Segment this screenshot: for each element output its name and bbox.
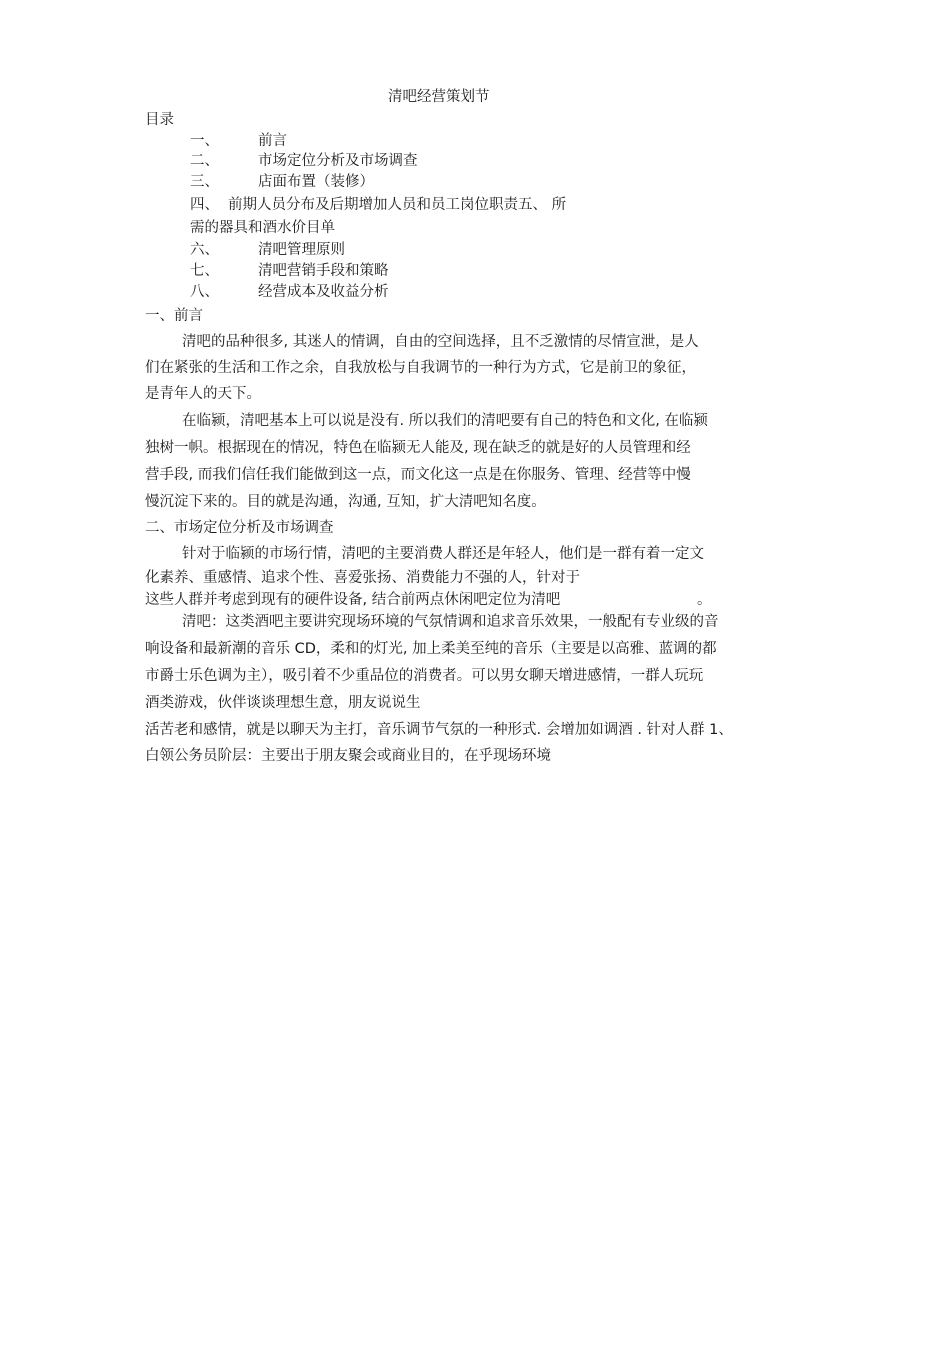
paragraph-line: 是青年人的天下。 [145,386,261,402]
toc-heading: 目录 [145,112,174,128]
paragraph-line: 在临颍，清吧基本上可以说是没有. 所以我们的清吧要有自己的特色和文化, 在临颍 [182,413,708,429]
paragraph-line: 白领公务员阶层：主要出于朋友聚会或商业目的，在乎现场环境 [145,748,551,764]
section-heading: 一、前言 [145,308,203,324]
toc-item-text: 前期人员分布及后期增加人员和员工岗位职责五、 所 [228,197,567,213]
toc-item-text: 需的器具和酒水价目单 [190,220,335,236]
paragraph-line: 营手段, 而我们信任我们能做到这一点，而文化这一点是在你服务、管理、经营等中慢 [145,467,691,483]
paragraph-line: 活苦老和感情，就是以聊天为主打，音乐调节气氛的一种形式. 会增加如调酒 . 针对人群 1、 [145,722,733,738]
paragraph-line: 。 [697,592,712,608]
document-title: 清吧经营策划节 [388,89,490,105]
section-heading: 二、市场定位分析及市场调查 [145,520,334,536]
paragraph-line: 市爵士乐色调为主），吸引着不少重品位的消费者。可以男女聊天增进感情，一群人玩玩 [145,668,704,684]
paragraph-line: 化素养、重感情、追求个性、喜爱张扬、消费能力不强的人，针对于 [145,570,580,586]
paragraph-line: 们在紧张的生活和工作之余，自我放松与自我调节的一种行为方式，它是前卫的象征， [145,360,696,376]
paragraph-line: 针对于临颍的市场行情，清吧的主要消费人群还是年轻人，他们是一群有着一定文 [182,546,704,562]
paragraph-line: 响设备和最新潮的音乐 CD，柔和的灯光, 加上柔美至纯的音乐（主要是以高雅、蓝调的都 [145,641,717,657]
toc-item-number: 一、 [190,133,219,149]
toc-item-number: 三、 [190,174,219,190]
toc-item-text: 前言 [258,133,287,149]
toc-item-text: 店面布置（装修） [258,174,374,190]
toc-item-number: 四、 [190,197,219,213]
toc-item-text: 经营成本及收益分析 [258,284,389,300]
paragraph-line: 清吧：这类酒吧主要讲究现场环境的气氛情调和追求音乐效果，一般配有专业级的音 [182,614,719,630]
toc-item-text: 清吧管理原则 [258,242,345,258]
paragraph-line: 清吧的品种很多, 其迷人的情调，自由的空间选择，且不乏激情的尽情宣泄，是人 [182,334,699,350]
toc-item-number: 七、 [190,263,219,279]
toc-item-text: 清吧营销手段和策略 [258,263,389,279]
paragraph-line: 酒类游戏，伙伴谈谈理想生意，朋友说说生 [145,695,421,711]
toc-item-number: 六、 [190,242,219,258]
toc-item-number: 二、 [190,153,219,169]
paragraph-line: 慢沉淀下来的。目的就是沟通，沟通, 互知，扩大清吧知名度。 [145,494,546,510]
paragraph-line: 这些人群并考虑到现有的硬件设备, 结合前两点休闲吧定位为清吧 [145,592,561,608]
toc-item-number: 八、 [190,284,219,300]
toc-item-text: 市场定位分析及市场调查 [258,153,418,169]
paragraph-line: 独树一帜。根据现在的情况，特色在临颍无人能及, 现在缺乏的就是好的人员管理和经 [145,440,691,456]
